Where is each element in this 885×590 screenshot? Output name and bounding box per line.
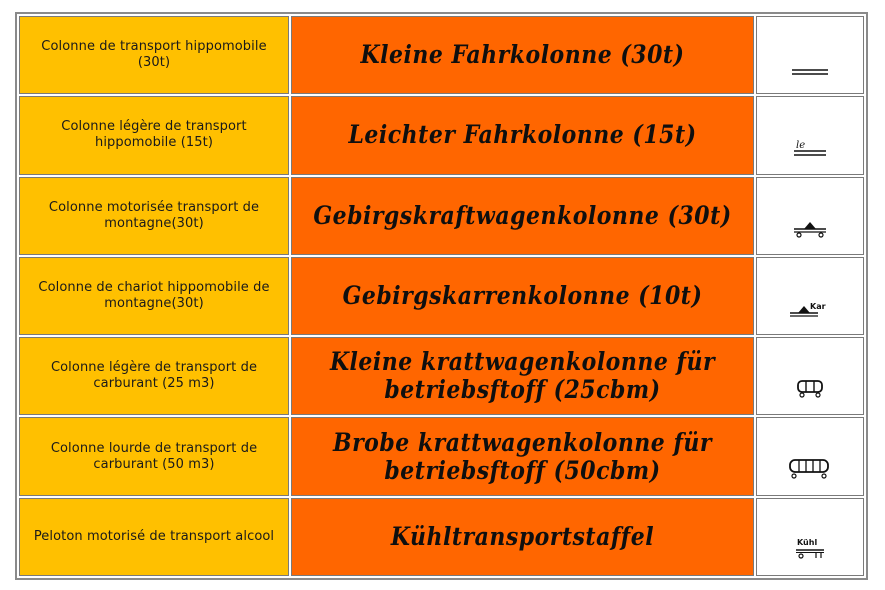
german-name-cell (291, 177, 754, 255)
table-row (19, 417, 864, 495)
table-row (19, 96, 864, 174)
german-name-text: Kleine krattwagenkolonne für betriebsftoff (25cbm) (329, 347, 716, 406)
units-table-container (15, 12, 868, 580)
le-double-line-symbol-icon (790, 137, 830, 159)
german-name-text: Kleine Fahrkolonne (30t) (360, 40, 685, 71)
french-name-cell: Colonne de transport hippomobile (30t) (19, 16, 289, 94)
german-name-cell (291, 498, 754, 576)
french-name-cell: Colonne de chariot hippomobile de montagne(30t) (19, 257, 289, 335)
german-name-cell (291, 96, 754, 174)
german-name-text: Brobe krattwagenkolonne für betriebsftoff (50cbm) (332, 427, 713, 486)
mountain-vehicle-symbol-icon (790, 217, 830, 239)
german-name-text: Leichter Fahrkolonne (15t) (348, 120, 697, 151)
symbol-cell (756, 96, 864, 174)
french-name-cell: Colonne légère de transport de carburant (25 m3) (19, 337, 289, 415)
units-table (17, 14, 866, 578)
french-name-cell: Colonne motorisée transport de montagne(30t) (19, 177, 289, 255)
table-row (19, 337, 864, 415)
german-name-cell (291, 417, 754, 495)
small-fuel-tanker-symbol-icon (790, 377, 830, 399)
german-name-text: Gebirgskarrenkolonne (10t) (342, 281, 703, 311)
double-line-symbol-icon (790, 66, 830, 78)
table-row (19, 498, 864, 576)
refrigerated-transport-symbol-icon (792, 536, 828, 560)
symbol-label: Kühl (797, 538, 818, 547)
table-row (19, 16, 864, 94)
table-row (19, 257, 864, 335)
table-row (19, 177, 864, 255)
german-name-text: Kühltransportstaffel (390, 521, 655, 552)
symbol-cell (756, 16, 864, 94)
symbol-cell (756, 498, 864, 576)
french-name-cell: Colonne lourde de transport de carburant (50 m3) (19, 417, 289, 495)
german-name-cell (291, 257, 754, 335)
symbol-cell (756, 257, 864, 335)
symbol-label: le (796, 139, 806, 151)
symbol-label: Kar (810, 302, 826, 312)
french-name-cell: Peloton motorisé de transport alcool (19, 498, 289, 576)
french-name-cell: Colonne légère de transport hippomobile (15t) (19, 96, 289, 174)
german-name-cell (291, 16, 754, 94)
large-fuel-tanker-symbol-icon (785, 456, 835, 480)
symbol-cell (756, 417, 864, 495)
german-name-cell (291, 337, 754, 415)
symbol-cell (756, 337, 864, 415)
mountain-cart-symbol-icon (788, 299, 832, 319)
german-name-text: Gebirgskraftwagenkolonne (30t) (313, 200, 732, 231)
symbol-cell (756, 177, 864, 255)
